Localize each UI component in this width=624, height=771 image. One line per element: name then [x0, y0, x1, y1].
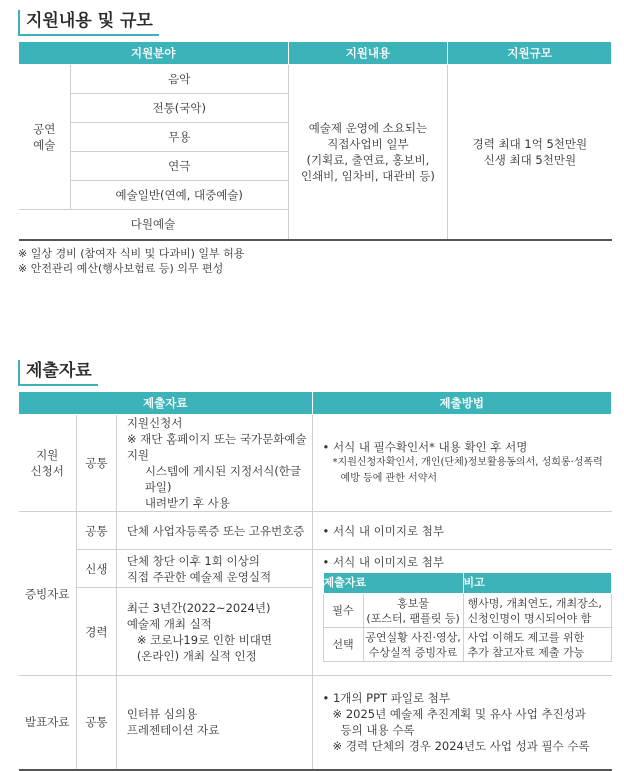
inner-note-line: 행사명, 개최연도, 개최장소, — [467, 596, 602, 610]
inner-note-required — [463, 594, 611, 628]
inner-note-optional — [463, 628, 611, 662]
field-multidisciplinary: 다원예술 — [19, 210, 289, 240]
type-new: 신생 — [76, 550, 116, 588]
support-scale-cell — [448, 65, 612, 240]
proof-inner-table — [323, 572, 612, 662]
doc-line: 예술제 개최 실적 — [126, 616, 212, 631]
group-performing-arts: 공연 예술 — [19, 65, 71, 210]
doc-line: 시스템에 게시된 지정서식(한글파일) — [144, 464, 302, 494]
method-line: 예방 등에 관한 서약서 — [340, 473, 438, 484]
type-common: 공통 — [76, 512, 116, 550]
method-presentation — [312, 676, 611, 770]
doc-line: 내려받기 후 사용 — [144, 496, 230, 510]
scale-line: 신생 최대 5천만원 — [483, 152, 577, 167]
support-table — [18, 42, 612, 241]
method-line: 등의 내용 수록 — [340, 723, 415, 738]
doc-line: 최근 3년간(2022~2024년) — [126, 600, 271, 615]
note-line: ※ 안전관리 예산(행사보험료 등) 의무 편성 — [18, 262, 224, 275]
method-line: • 1개의 PPT 파일로 첨부 — [322, 691, 450, 706]
field-traditional: 전통(국악) — [70, 94, 288, 123]
section-title-submission: 제출자료 — [18, 360, 98, 386]
method-line: • 서식 내 이미지로 첨부 — [322, 555, 444, 569]
doc-line: ※ 코로나19로 인한 비대면 — [136, 632, 273, 647]
header-field: 지원분야 — [19, 42, 289, 65]
content-line: 직접사업비 일부 — [327, 136, 409, 151]
note-line: ※ 일상 경비 (참여자 식비 및 다과비) 일부 허용 — [18, 247, 245, 260]
inner-label-required: 필수 — [323, 594, 363, 628]
doc-line: 인터뷰 심의용 — [126, 707, 198, 722]
support-notes — [18, 246, 244, 276]
inner-doc-line: (포스터, 팸플릿 등) — [366, 611, 460, 625]
content-line: 인쇄비, 임차비, 대관비 등) — [300, 168, 435, 183]
support-content-cell — [288, 65, 448, 240]
category-presentation: 발표자료 — [19, 676, 77, 770]
docs-presentation — [116, 676, 312, 770]
field-general-arts: 예술일반(연예, 대중예술) — [70, 181, 288, 210]
section-title-support: 지원내용 및 규모 — [18, 10, 159, 36]
category-application: 지원 신청서 — [19, 415, 77, 512]
doc-line: 단체 창단 이후 1회 이상의 — [126, 553, 260, 568]
docs-proof-new — [116, 550, 312, 588]
method-line: ※ 경력 단체의 경우 2024년도 사업 성과 필수 수록 — [332, 739, 590, 754]
inner-note-line: 사업 이해도 제고를 위한 — [467, 630, 585, 644]
inner-header-note: 비고 — [463, 573, 611, 594]
field-theater: 연극 — [70, 152, 288, 181]
category-proof: 증빙자료 — [19, 512, 77, 676]
doc-line: 지원신청서 — [126, 416, 183, 430]
header-content: 지원내용 — [288, 42, 448, 65]
header-docs: 제출자료 — [19, 392, 313, 415]
header-method: 제출방법 — [312, 392, 611, 415]
scale-line: 경력 최대 1억 5천만원 — [472, 136, 588, 151]
content-line: (기획료, 출연료, 홍보비, — [306, 152, 430, 167]
field-dance: 무용 — [70, 123, 288, 152]
submission-table — [18, 392, 612, 771]
inner-doc-line: 공연실황 사진·영상, — [365, 630, 461, 644]
method-application — [312, 415, 611, 512]
inner-note-line: 추가 참고자료 제출 가능 — [467, 645, 585, 659]
field-music: 음악 — [70, 65, 288, 94]
inner-note-line: 신청인명이 명시되어야 함 — [467, 611, 592, 625]
method-line: ※ 2025년 예술제 추진계획 및 유사 사업 추진성과 — [332, 707, 586, 722]
doc-line: 프레젠테이션 자료 — [126, 723, 220, 738]
docs-proof-common: 단체 사업자등록증 또는 고유번호증 — [116, 512, 312, 550]
inner-doc-line: 수상실적 증빙자료 — [368, 645, 458, 659]
docs-application — [116, 415, 312, 512]
inner-doc-optional — [363, 628, 463, 662]
type-common: 공통 — [76, 676, 116, 770]
method-proof-common: • 서식 내 이미지로 첨부 — [312, 512, 611, 550]
header-scale: 지원규모 — [448, 42, 612, 65]
doc-line: 직접 주관한 예술제 운영실적 — [126, 569, 272, 584]
type-experienced: 경력 — [76, 588, 116, 676]
inner-doc-line: 홍보물 — [397, 596, 429, 610]
method-proof-new-exp — [312, 550, 611, 676]
doc-line: ※ 재단 홈페이지 또는 국가문화예술지원 — [126, 432, 307, 462]
method-line: *지원신청자확인서, 개인(단체)정보활용동의서, 성희롱·성폭력 — [332, 457, 603, 468]
method-line: • 서식 내 필수확인서* 내용 확인 후 서명 — [322, 440, 528, 454]
doc-line: (온라인) 개최 실적 인정 — [136, 648, 257, 663]
inner-doc-required — [363, 594, 463, 628]
type-common: 공통 — [76, 415, 116, 512]
inner-label-optional: 선택 — [323, 628, 363, 662]
inner-header-docs: 제출자료 — [323, 573, 463, 594]
docs-proof-exp — [116, 588, 312, 676]
content-line: 예술제 운영에 소요되는 — [308, 120, 428, 135]
